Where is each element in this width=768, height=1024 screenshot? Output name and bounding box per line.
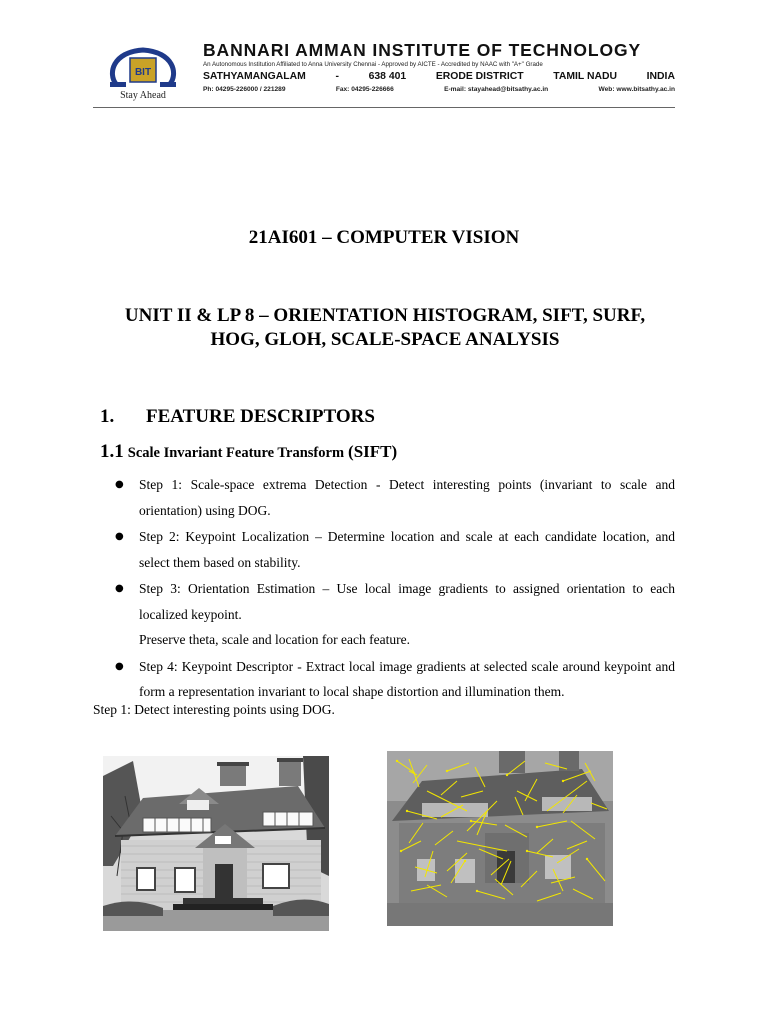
step-text: Step 1: Scale-space extrema Detection - Detect interesting points (invariant to scale and orientation) using DOG. <box>139 477 675 518</box>
bullet-icon: ● <box>115 660 124 672</box>
bullet-icon: ● <box>115 531 124 542</box>
list-item <box>115 654 675 705</box>
address-town: SATHYAMANGALAM <box>203 71 306 82</box>
section-heading <box>100 406 375 428</box>
contact-phone: Ph: 04295-226000 / 221289 <box>203 86 286 93</box>
step-text: Step 4: Keypoint Descriptor - Extract local image gradients at selected scale around keypoint and form a representation invariant to local shape distortion and illumination them. <box>139 658 675 699</box>
step-text: Step 2: Keypoint Localization – Determine location and scale at each candidate location, and select them based on stability. <box>139 529 675 570</box>
address-country: INDIA <box>646 71 675 82</box>
house-photo <box>103 756 329 931</box>
subsection-number: 1.1 <box>100 441 124 462</box>
contact-web: Web: www.bitsathy.ac.in <box>598 86 675 93</box>
dog-keypoints-image <box>387 751 613 926</box>
institute-name: BANNARI AMMAN INSTITUTE OF TECHNOLOGY <box>203 40 642 60</box>
address-dash: - <box>335 71 339 82</box>
letterhead-rule <box>93 107 675 108</box>
contact-email: E-mail: stayahead@bitsathy.ac.in <box>444 86 549 93</box>
logo-letters: BIT <box>134 67 152 78</box>
institute-address <box>203 70 675 84</box>
institute-motto: Stay Ahead <box>120 90 166 101</box>
subsection-abbr: (SIFT) <box>348 442 398 461</box>
address-state: TAMIL NADU <box>553 71 617 82</box>
bullet-icon: ● <box>115 479 124 490</box>
letterhead <box>93 40 675 110</box>
step-text: Step 3: Orientation Estimation – Use local image gradients to assigned orientation to each localized keypoint. <box>139 581 675 622</box>
institute-accreditation: An Autonomous Institution Affiliated to Anna University Chennai - Approved by AICTE - Accredited by NAAC with "A+" Grade <box>203 61 543 68</box>
unit-title <box>90 304 680 352</box>
section-title: FEATURE DESCRIPTORS <box>146 406 375 427</box>
unit-title-line-2: HOG, GLOH, SCALE-SPACE ANALYSIS <box>210 329 560 350</box>
list-item <box>115 576 675 653</box>
address-district: ERODE DISTRICT <box>435 71 524 82</box>
list-item <box>115 524 675 575</box>
step-note: Preserve theta, scale and location for each feature. <box>139 632 410 647</box>
institute-contact <box>203 84 675 95</box>
step1-caption: Step 1: Detect interesting points using DOG. <box>93 702 335 717</box>
unit-title-line-1: UNIT II & LP 8 – ORIENTATION HISTOGRAM, SIFT, SURF, <box>124 305 646 326</box>
contact-fax: Fax: 04295-226666 <box>335 86 394 93</box>
course-title: 21AI601 – COMPUTER VISION <box>248 227 520 248</box>
bullet-icon: ● <box>115 583 124 594</box>
subsection-heading <box>100 441 397 463</box>
institute-logo <box>93 40 193 108</box>
sift-steps-list <box>115 472 675 705</box>
section-number: 1. <box>100 406 115 427</box>
subsection-title: Scale Invariant Feature Transform <box>127 445 345 461</box>
address-pin: 638 401 <box>368 71 407 82</box>
list-item <box>115 472 675 523</box>
